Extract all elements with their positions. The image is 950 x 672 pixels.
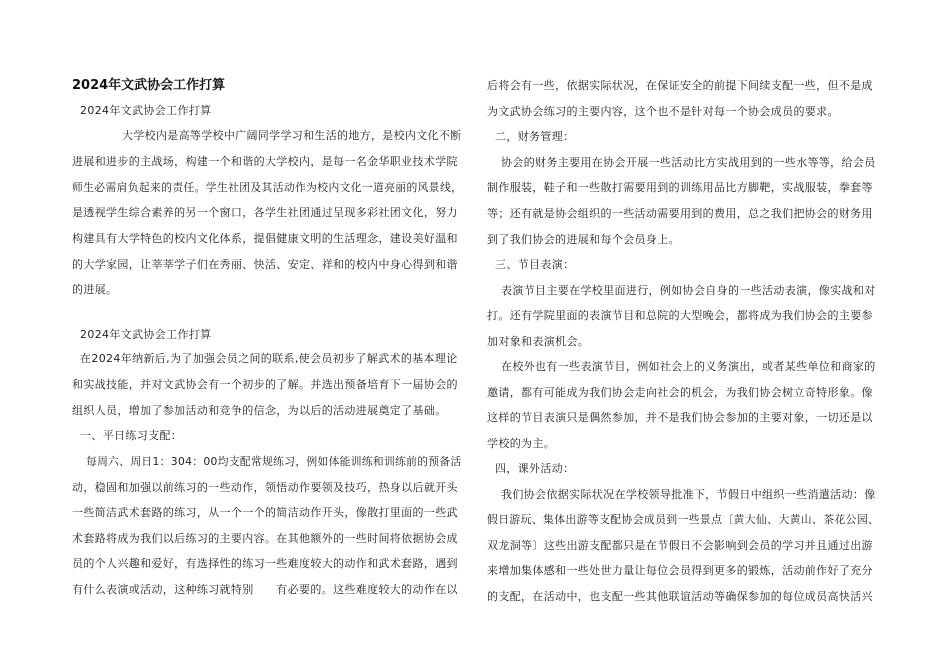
paragraph-line: 和实战技能，并对文武协会有一个初步的了解。并选出预备培育下一届协会的 <box>72 378 458 391</box>
section-heading: 一、平日练习支配： <box>80 429 183 442</box>
paragraph-line: 员的个人兴趣和爱好，有选择性的练习一些难度较大的动作和武术套路，遇到 <box>72 557 458 570</box>
paragraph-line: 大学校内是高等学校中广阔同学学习和生活的地方，是校内文化不断 <box>122 129 462 142</box>
paragraph-line: 动，稳固和加强以前练习的一些动作，领悟动作要领及技巧，热身以后就开头 <box>72 481 458 494</box>
paragraph-line: 的支配，在活动中，也支配一些其他联谊活动等确保参加的每位成员高快活兴 <box>487 590 873 603</box>
paragraph-line: 为文武协会练习的主要内容，这个也不是针对每一个协会成员的要求。 <box>487 105 839 118</box>
paragraph-line: 师生必需肩负起来的责任。学生社团及其活动作为校内文化一道亮丽的风景线， <box>72 181 463 194</box>
paragraph-line: 术套路将成为我们以后练习的主要内容。在其他额外的一些时间将依据协会成 <box>72 532 458 545</box>
paragraph-line: 每周六、周日1：304：00均支配常规练习，例如体能训练和训练前的预备活 <box>86 455 462 468</box>
paragraph-line: 一些简洁武术套路的练习，从一个一个的简洁动作开头，像散打里面的一些武 <box>72 506 458 519</box>
paragraph-line: 到了我们协会的进展和每个会员身上。 <box>487 233 680 246</box>
section-heading: 2024年文武协会工作打算 <box>80 328 212 341</box>
paragraph-line: 协会的财务主要用在协会开展一些活动比方实战用到的一些水等等，给会员 <box>501 156 876 169</box>
paragraph-line: 组织人员，增加了参加活动和竞争的信念，为以后的活动进展奠定了基础。 <box>72 404 447 417</box>
paragraph-line: 加对象和表演机会。 <box>487 335 590 348</box>
paragraph-line: 假日游玩、集体出游等支配协会成员到一些景点〔黄大仙、大黄山、茶花公园、 <box>487 513 880 526</box>
paragraph-line: 等；还有就是协会组织的一些活动需要用到的费用，总之我们把协会的财务用 <box>487 207 873 220</box>
paragraph-line: 在2024年纳新后,为了加强会员之间的联系,使会员初步了解武术的基本理论 <box>80 352 458 365</box>
paragraph-line: 进展和进步的主战场，构建一个和谐的大学校内，是每一名金华职业技术学院 <box>72 155 458 168</box>
section-heading: 2024年文武协会工作打算 <box>80 104 212 117</box>
paragraph-line: 表演节目主要在学校里面进行，例如协会自身的一些活动表演，像实战和对 <box>501 284 876 297</box>
paragraph-line: 后将会有一些，依据实际状况，在保证安全的前提下间续支配一些，但不是成 <box>487 79 873 92</box>
paragraph-line: 双龙洞等〕这些出游支配都只是在节假日不会影响到会员的学习并且通过出游 <box>487 539 873 552</box>
section-heading: 三、节目表演： <box>495 258 575 271</box>
paragraph-line: 学校的为主。 <box>487 437 556 450</box>
paragraph-line: 制作服装，鞋子和一些散打需要用到的训练用品比方脚靶，实战服装，拳套等 <box>487 181 873 194</box>
paragraph-line: 我们协会依据实际状况在学校领导批准下，节假日中组织一些消遣活动：像 <box>501 488 876 501</box>
document-title: 2024年文武协会工作打算 <box>72 78 226 93</box>
section-heading: 四，课外活动： <box>495 462 575 475</box>
paragraph-line: 来增加集体感和一些处世力量让每位会员得到更多的锻炼，活动前作好了充分 <box>487 564 873 577</box>
paragraph-line: 打。还有学院里面的表演节目和总院的大型晚会，都将成为我们协会的主要参 <box>487 309 873 322</box>
paragraph-line: 的进展。 <box>72 283 118 296</box>
section-heading: 二，财务管理： <box>495 130 575 143</box>
paragraph-line: 构建具有大学特色的校内文化体系，提倡健康文明的生活理念，建设美好温和 <box>72 232 458 245</box>
paragraph-line: 在校外也有一些表演节目，例如社会上的义务演出，或者某些单位和商家的 <box>501 360 876 373</box>
paragraph-line: 有什么表演或活动，这种练习就特别 有必要的。这些难度较大的动作在以 <box>72 583 458 596</box>
paragraph-line: 是透视学生综合素养的另一个窗口，各学生社团通过呈现多彩社团文化，努力 <box>72 206 458 219</box>
paragraph-line: 邀请，都有可能成为我们协会走向社会的机会，为我们协会树立奇特形象。像 <box>487 386 873 399</box>
paragraph-line: 这样的节目表演只是偶然参加，并不是我们协会参加的主要对象，一切还是以 <box>487 411 873 424</box>
paragraph-line: 的大学家园，让莘莘学子们在秀丽、快活、安定、祥和的校内中身心得到和谐 <box>72 258 458 271</box>
